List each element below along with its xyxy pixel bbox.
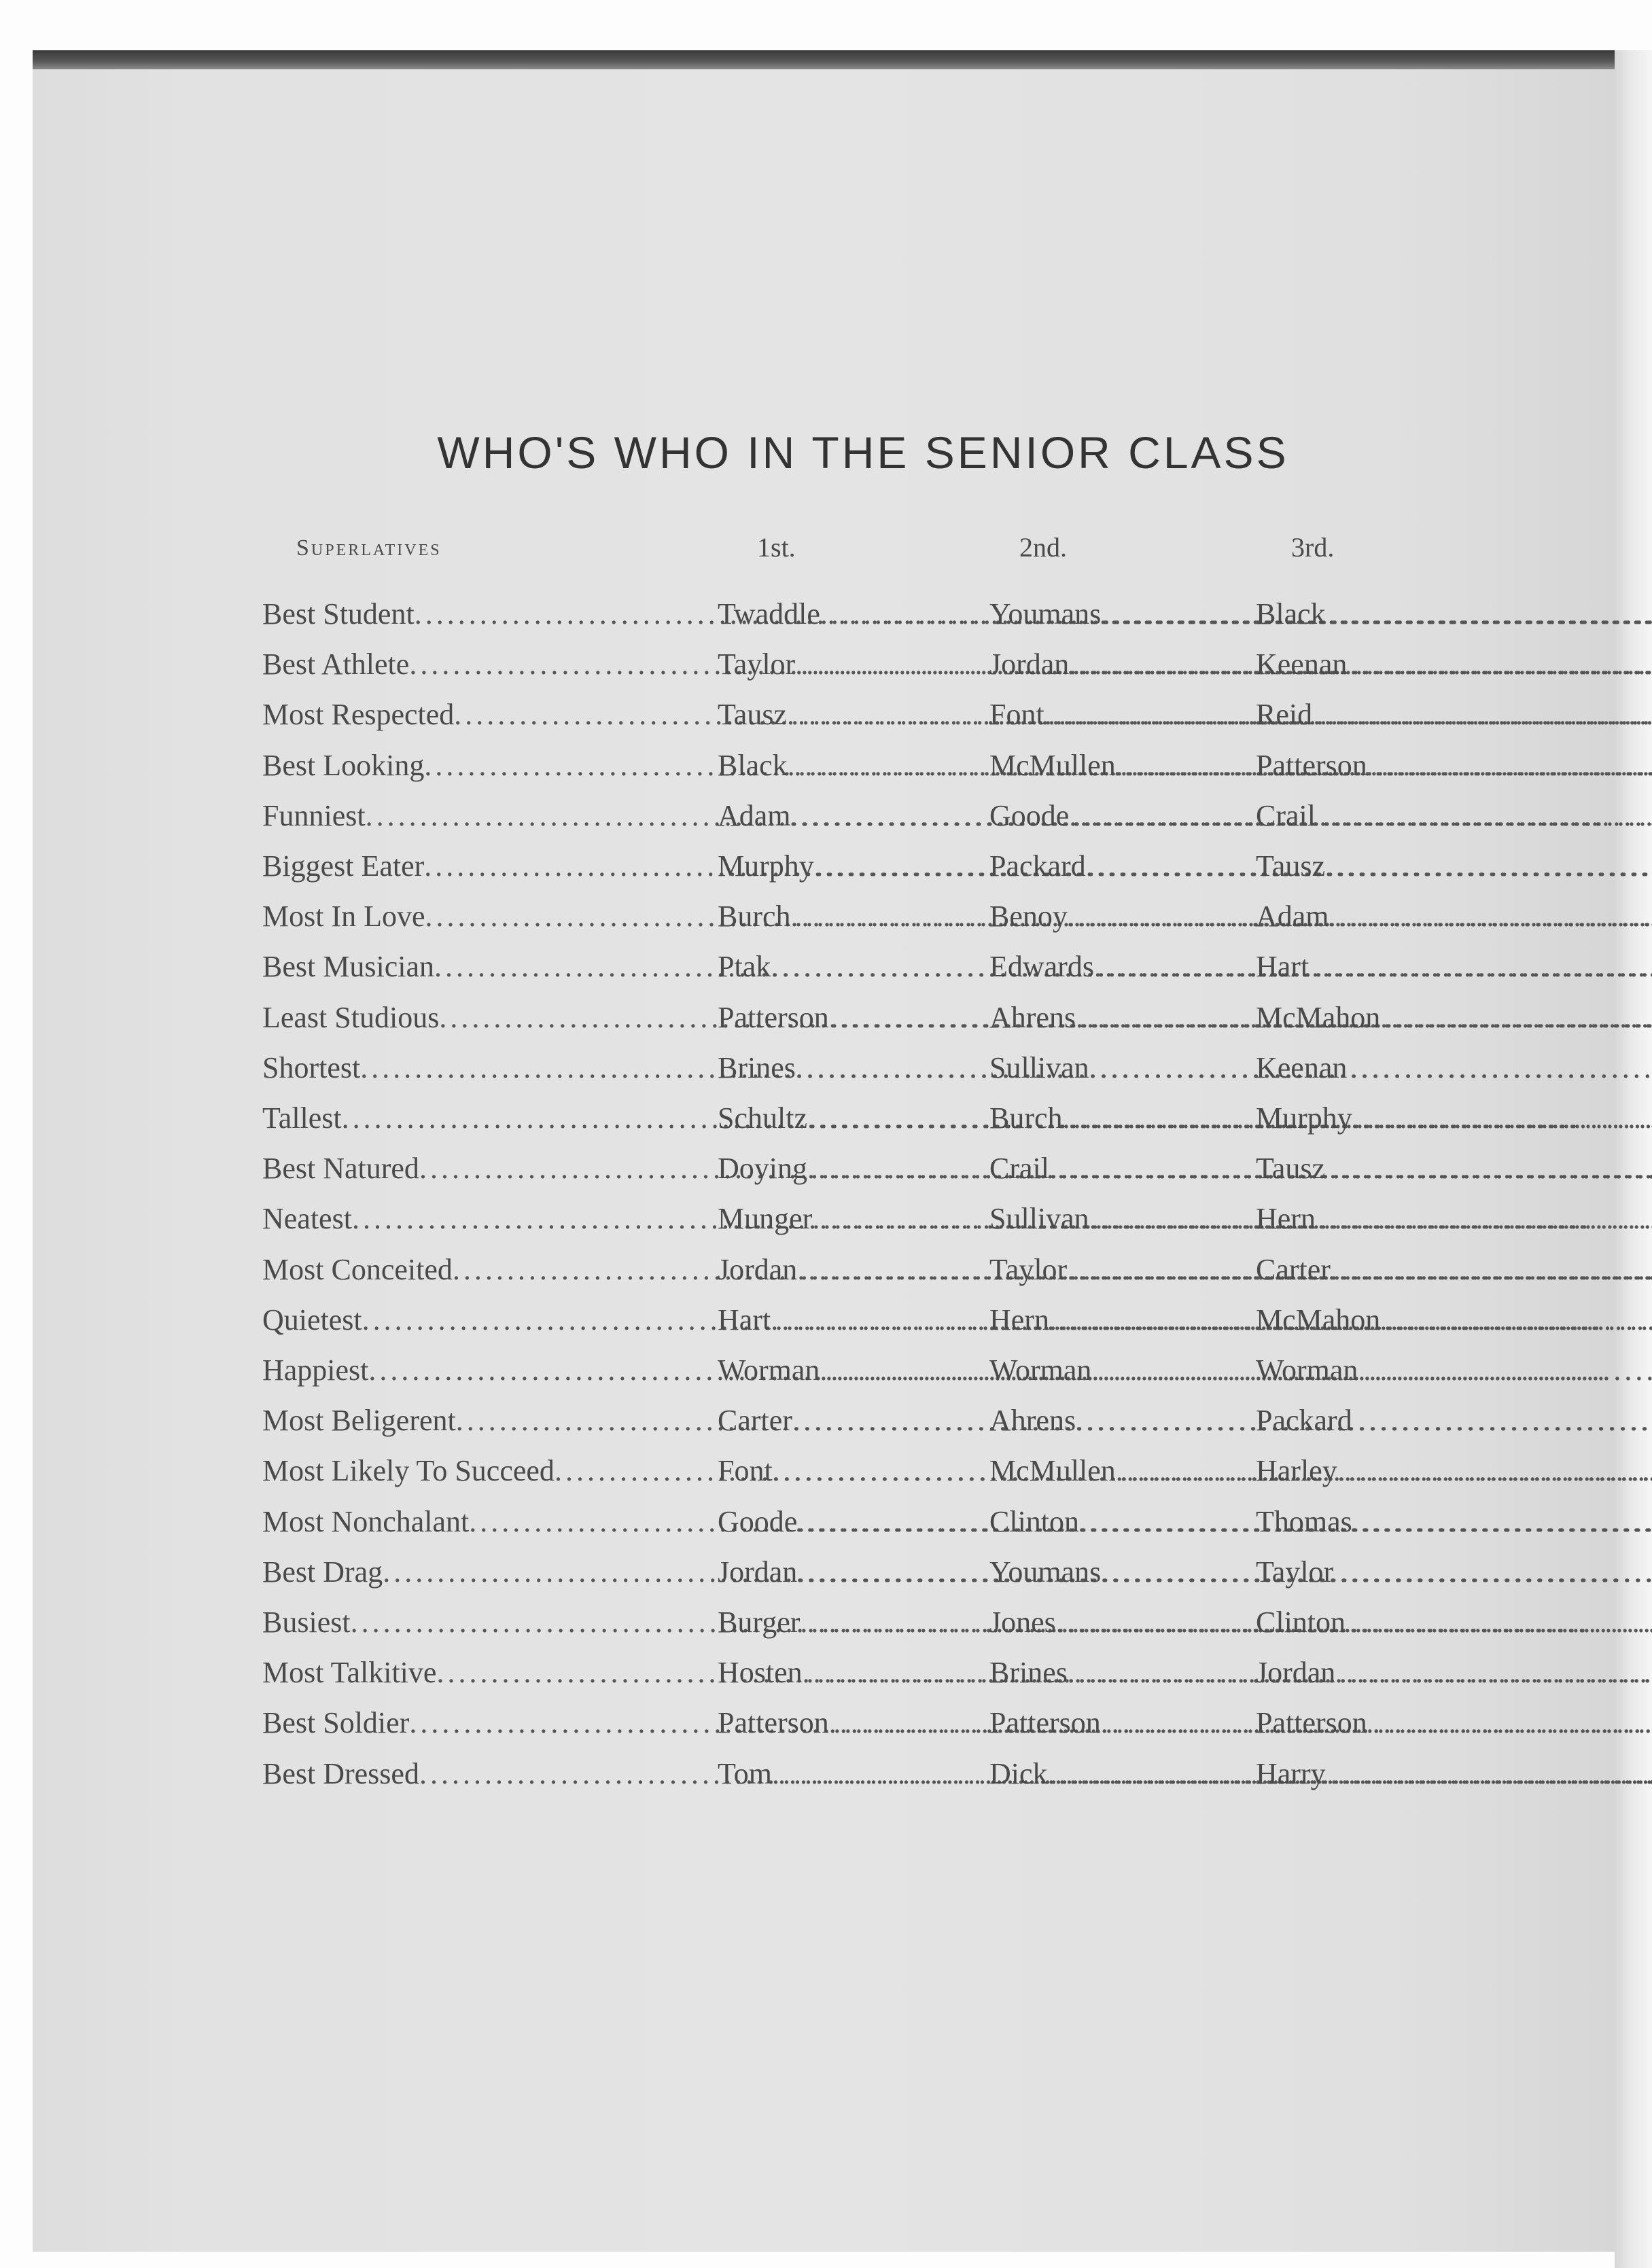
first-place: Brines [718,1051,796,1084]
third-place: Adam [1256,900,1329,933]
superlative-label: Funniest [262,799,366,832]
first-place: Worman [718,1353,820,1387]
table-row [0,697,1652,738]
table-row [0,1756,1652,1797]
third-place-cell [1256,1555,1419,1589]
first-place: Doying [718,1152,807,1185]
first-place: Burch [718,900,791,933]
first-place: Jordan [718,1253,798,1286]
superlative-label: Best Dressed [262,1757,419,1790]
table-row [0,597,1652,637]
table-row [0,1655,1652,1696]
third-place-cell [1256,597,1419,631]
second-place: Taylor [989,1253,1068,1286]
superlative-label: Quietest [262,1303,362,1336]
third-place-cell [1256,697,1419,732]
second-place: Youmans [989,1555,1102,1589]
first-place: Black [718,749,788,782]
third-place: Murphy [1256,1101,1352,1135]
superlative-label: Best Soldier [262,1706,410,1739]
first-place: Carter [718,1404,792,1437]
table-row [0,1403,1652,1444]
third-place: Carter [1256,1253,1331,1286]
third-place-cell [1256,1504,1419,1539]
superlative-label: Shortest [262,1051,361,1084]
table-row [0,1605,1652,1646]
second-place: Benoy [989,900,1068,933]
second-place: Crail [989,1152,1049,1185]
third-place: Tausz [1256,1152,1325,1185]
third-place: Harry [1256,1757,1326,1790]
second-place: Jones [989,1606,1056,1639]
table-row [0,1504,1652,1545]
first-place: Adam [718,799,791,832]
third-place: Tausz [1256,849,1325,883]
superlative-label: Most Beligerent [262,1404,456,1437]
table-row [0,1101,1652,1141]
table-row [0,849,1652,889]
third-place: Packard [1256,1404,1352,1437]
superlative-label: Happiest [262,1353,369,1387]
third-place: Patterson [1256,1706,1367,1739]
third-place-cell [1256,1303,1419,1337]
table-row [0,1050,1652,1091]
first-place: Murphy [718,849,814,883]
third-place-cell [1256,1453,1419,1488]
third-place: Worman [1256,1353,1358,1387]
table-row [0,748,1652,789]
third-place: Reid [1256,698,1313,731]
superlative-label: Most Conceited [262,1253,453,1286]
first-place: Tausz [718,698,787,731]
table-row [0,1201,1652,1242]
third-place-cell [1256,748,1419,783]
superlative-label: Best Athlete [262,648,410,681]
superlative-label: Most Respected [262,698,455,731]
superlative-label: Best Student [262,597,415,631]
table-row [0,949,1652,990]
table-row [0,1000,1652,1041]
table-row [0,1705,1652,1746]
table-row [0,1151,1652,1192]
table-row [0,1252,1652,1293]
superlative-label: Least Studious [262,1001,440,1034]
third-place-cell [1256,899,1419,934]
second-place: Sullivan [989,1051,1089,1084]
second-place: Sullivan [989,1202,1089,1235]
first-place: Burger [718,1606,801,1639]
second-place: Dick [989,1757,1048,1790]
third-place-cell [1256,949,1419,984]
page-title: WHO'S WHO IN THE SENIOR CLASS [437,427,1289,478]
third-place-cell [1256,1756,1419,1791]
third-place: Harley [1256,1454,1337,1487]
third-place: Jordan [1256,1656,1336,1689]
table-row [0,899,1652,940]
third-place: McMahon [1256,1001,1381,1034]
first-place: Ptak [718,950,771,983]
second-place: Font [989,698,1044,731]
second-place: Youmans [989,597,1102,631]
second-place: Patterson [989,1706,1101,1739]
superlative-label: Most Nonchalant [262,1505,470,1538]
superlative-label: Biggest Eater [262,849,425,883]
superlative-label: Best Looking [262,749,425,782]
first-place: Goode [718,1505,798,1538]
third-place-cell [1256,1705,1419,1740]
header-first: 1st. [757,532,796,563]
header-second: 2nd. [1019,532,1067,563]
table-row [0,1303,1652,1343]
second-place: Brines [989,1656,1068,1689]
superlative-label: Best Natured [262,1152,419,1185]
superlative-label: Best Drag [262,1555,383,1589]
second-place: Ahrens [989,1404,1076,1437]
superlative-label: Neatest [262,1202,352,1235]
superlative-label: Most In Love [262,900,425,933]
third-place: Hart [1256,950,1310,983]
third-place: Hern [1256,1202,1316,1235]
superlative-label: Tallest [262,1101,342,1135]
third-place-cell [1256,1050,1419,1085]
first-place: Hart [718,1303,771,1336]
second-place: McMullen [989,749,1116,782]
third-place: Keenan [1256,648,1348,681]
first-place: Patterson [718,1001,829,1034]
table-row [0,1353,1652,1394]
second-place: Packard [989,849,1086,883]
first-place: Jordan [718,1555,798,1589]
first-place: Patterson [718,1706,829,1739]
third-place-cell [1256,798,1419,833]
first-place: Schultz [718,1101,807,1135]
second-place: Clinton [989,1505,1080,1538]
third-place-cell [1256,1201,1419,1236]
third-place-cell [1256,1252,1419,1287]
first-place: Hosten [718,1656,803,1689]
third-place: Keenan [1256,1051,1348,1084]
third-place-cell [1256,1655,1419,1690]
header-superlatives: Superlatives [296,535,442,561]
third-place: Thomas [1256,1505,1352,1538]
second-place: Jordan [989,648,1070,681]
third-place-cell [1256,1403,1419,1438]
third-place: McMahon [1256,1303,1381,1336]
superlative-label: Most Likely To Succeed [262,1454,555,1487]
first-place: Taylor [718,648,796,681]
third-place: Crail [1256,799,1316,832]
third-place-cell [1256,1000,1419,1035]
third-place: Patterson [1256,749,1367,782]
page-top-edge [33,50,1645,69]
second-place: Burch [989,1101,1063,1135]
first-place: Font [718,1454,773,1487]
table-row [0,1453,1652,1494]
third-place: Clinton [1256,1606,1346,1639]
third-place-cell [1256,1151,1419,1186]
third-place-cell [1256,1353,1419,1387]
superlative-label: Best Musician [262,950,434,983]
third-place-cell [1256,647,1419,681]
table-row [0,798,1652,839]
header-third: 3rd. [1291,532,1335,563]
superlative-label: Most Talkitive [262,1656,437,1689]
second-place: Worman [989,1353,1092,1387]
table-row [0,647,1652,688]
first-place: Munger [718,1202,813,1235]
table-header [0,531,1652,572]
first-place: Tom [718,1757,773,1790]
second-place: Ahrens [989,1001,1076,1034]
superlative-label: Busiest [262,1606,351,1639]
third-place-cell [1256,1605,1419,1640]
table-row [0,1555,1652,1595]
second-place: Edwards [989,950,1094,983]
third-place-cell [1256,849,1419,883]
second-place: McMullen [989,1454,1116,1487]
third-place: Black [1256,597,1326,631]
first-place: Twaddle [718,597,820,631]
second-place: Goode [989,799,1070,832]
third-place: Taylor [1256,1555,1334,1589]
second-place: Hern [989,1303,1049,1336]
third-place-cell [1256,1101,1419,1135]
